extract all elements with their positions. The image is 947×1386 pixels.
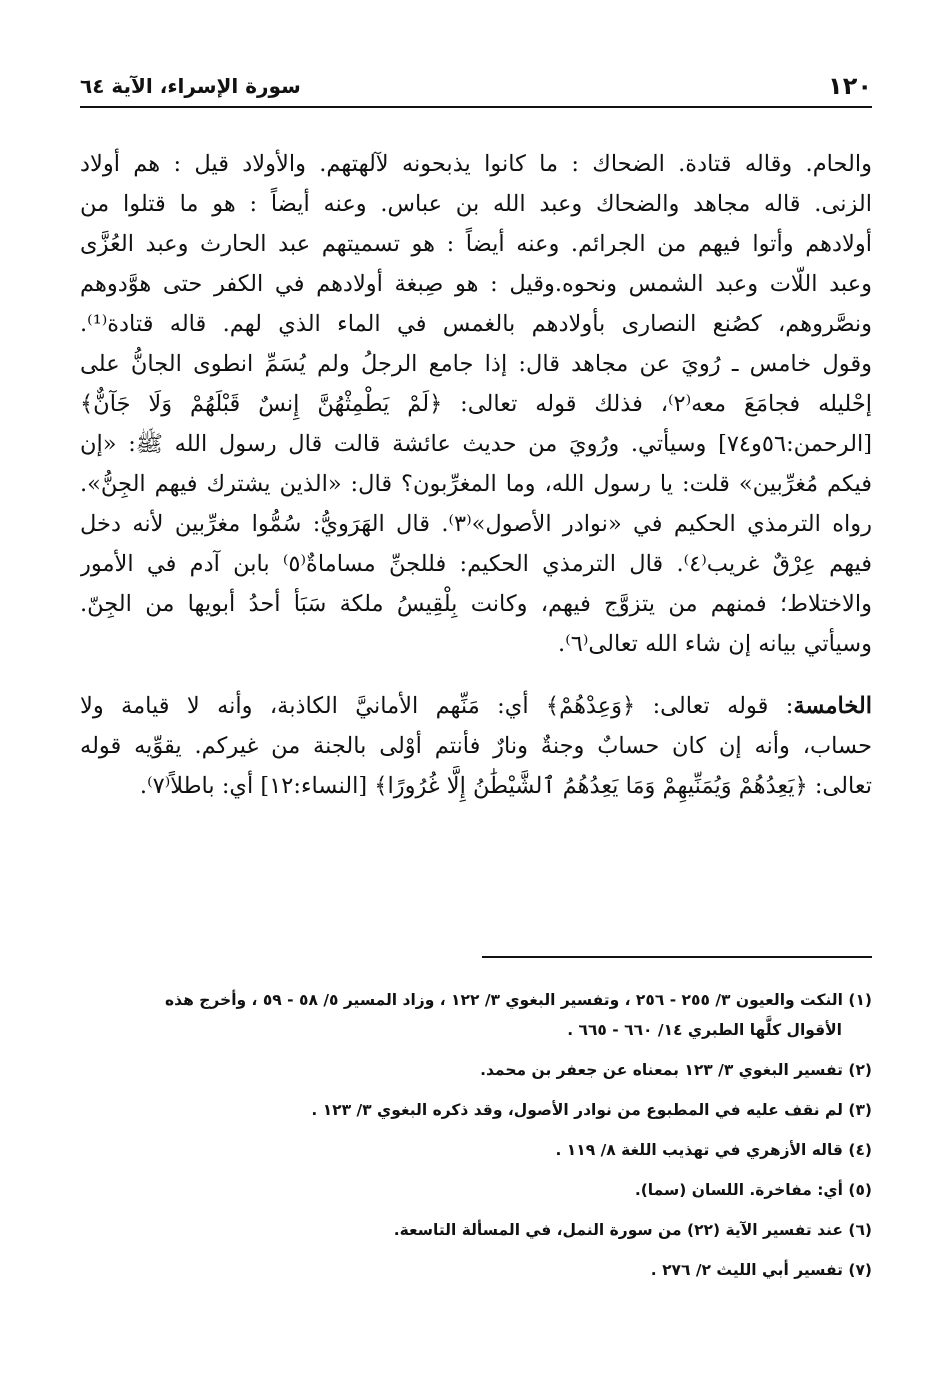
footnote-line <box>80 1055 872 1085</box>
footnote-number: (٣) <box>848 1101 872 1119</box>
text-line: إحْليله فجامَعَ معه⁽٢⁾، فذلك قوله تعالى: ﴿لَمْ يَطْمِثْهُنَّ إِنسٌ قَبْلَهُمْ وَلَا جَآنٌّ﴾ <box>80 391 872 417</box>
footnote <box>80 1215 872 1245</box>
footnote-line <box>80 1255 872 1285</box>
text-line: الزنى. قاله مجاهد والضحاك وعبد الله بن عباس. وعنه أيضاً : هو ما قتلوا من <box>80 191 872 217</box>
footnote-line <box>80 1175 872 1205</box>
page-header <box>80 68 872 104</box>
footnote <box>80 1095 872 1125</box>
footnote-line <box>80 1095 872 1125</box>
text-line <box>80 686 872 726</box>
footnote-number: (٢) <box>848 1061 872 1079</box>
text-line: فيهم عِرْقٌ غريب⁽٤⁾. قال الترمذي الحكيم: فللجنِّ مساماةٌ⁽٥⁾ بابن آدم في الأمور <box>80 551 872 577</box>
footnote <box>80 1135 872 1165</box>
footnote <box>80 985 872 1045</box>
footnote-text: تفسير أبي الليث ٢/ ٢٧٦ . <box>650 1261 843 1279</box>
text-line: تعالى: ﴿يَعِدُهُمْ وَيُمَنِّيهِمْ وَمَا يَعِدُهُمُ ٱلشَّيْطَٰنُ إِلَّا غُرُورًا﴾ [النساء:١٢] أي: باطلاً⁽٧⁾. <box>139 773 872 799</box>
text-line: رواه الترمذي الحكيم في «نوادر الأصول»⁽٣⁾. قال الهَرَويُّ: سُمُّوا مغرِّبين لأنه دخل <box>80 511 872 537</box>
footnote-text: لم نقف عليه في المطبوع من نوادر الأصول، وقد ذكره البغوي ٣/ ١٢٣ . <box>311 1101 843 1119</box>
text-line: ونصَّروهم، كصُنع النصارى بأولادهم بالغمس في الماء الذي لهم. قاله قتادة⁽¹⁾. <box>80 311 872 337</box>
header-rule <box>80 106 872 108</box>
footnote <box>80 1175 872 1205</box>
section-label: الخامسة <box>793 693 872 719</box>
footnote-number: (١) <box>848 991 872 1009</box>
text-line: أولادهم وأتوا فيهم من الجرائم. وعنه أيضاً : هو تسميتهم عبد الحارث وعبد العُزَّى <box>80 231 872 257</box>
footnote-text: تفسير البغوي ٣/ ١٢٣ بمعناه عن جعفر بن محمد. <box>480 1061 843 1079</box>
page-number: ١٢٠ <box>828 72 872 100</box>
footnote-line <box>80 1215 872 1245</box>
surah-title: سورة الإسراء، الآية ٦٤ <box>80 74 301 98</box>
text-line: فيكم مُغرِّبين» قلت: يا رسول الله، وما المغرِّبون؟ قال: «الذين يشترك فيهم الجِنُّ». <box>80 471 872 497</box>
footnote <box>80 1055 872 1085</box>
footnote <box>80 1255 872 1285</box>
text-line: وعبد اللّات وعبد الشمس ونحوه.وقيل : هو صِبغة أولادهم في الكفر حتى هوَّدوهم <box>80 271 872 297</box>
text-line: والحام. وقاله قتادة. الضحاك : ما كانوا يذبحونه لآلهتهم. والأولاد قيل : هم أولاد <box>80 151 872 177</box>
text-line: [الرحمن:٥٦و٧٤] وسيأتي. ورُويَ من حديث عائشة قالت قال رسول الله ﷺ: «إن <box>80 431 872 457</box>
footnote-number: (٧) <box>848 1261 872 1279</box>
text-span: : قوله تعالى: ﴿وَعِدْهُمْ﴾ أي: مَنِّهم الأمانيَّ الكاذبة، وأنه لا قيامة ولا <box>80 693 794 719</box>
text-line: والاختلاط؛ فمنهم من يتزوَّج فيهم، وكانت بِلْقِيسُ ملكة سَبَأ أحدُ أبويها من الجِنّ. <box>80 591 872 617</box>
footnote-number: (٤) <box>848 1141 872 1159</box>
text-line: وقول خامس ـ رُويَ عن مجاهد قال: إذا جامع الرجلُ ولم يُسَمِّ انطوى الجانُّ على <box>80 351 872 377</box>
footnote-line <box>80 1135 872 1165</box>
footnote-number: (٥) <box>848 1181 872 1199</box>
footnotes <box>80 985 872 1295</box>
footnote-number: (٦) <box>848 1221 872 1239</box>
footnote-text: أي: مفاخرة. اللسان (سما). <box>634 1181 843 1199</box>
footnote-line: الأقوال كلَّها الطبري ١٤/ ٦٦٠ - ٦٦٥ . <box>567 1021 842 1039</box>
text-line: وسيأتي بيانه إن شاء الله تعالى⁽٦⁾. <box>558 631 872 657</box>
paragraph-gap <box>80 664 872 686</box>
footnote-text: النكت والعيون ٣/ ٢٥٥ - ٢٥٦ ، وتفسير البغوي ٣/ ١٢٢ ، وزاد المسير ٥/ ٥٨ - ٥٩ ، وأخرج هذه <box>164 991 843 1009</box>
footnote-rule <box>482 956 872 958</box>
footnote-text: عند تفسير الآية (٢٢) من سورة النمل، في المسألة التاسعة. <box>393 1221 843 1239</box>
main-text <box>80 144 872 806</box>
text-line: حساب، وأنه إن كان حسابٌ وجنةٌ ونارٌ فأنتم أوْلى بالجنة من غيركم. يقوِّيه قوله <box>80 733 872 759</box>
footnote-text: قاله الأزهري في تهذيب اللغة ٨/ ١١٩ . <box>555 1141 843 1159</box>
footnote-line <box>80 985 872 1015</box>
